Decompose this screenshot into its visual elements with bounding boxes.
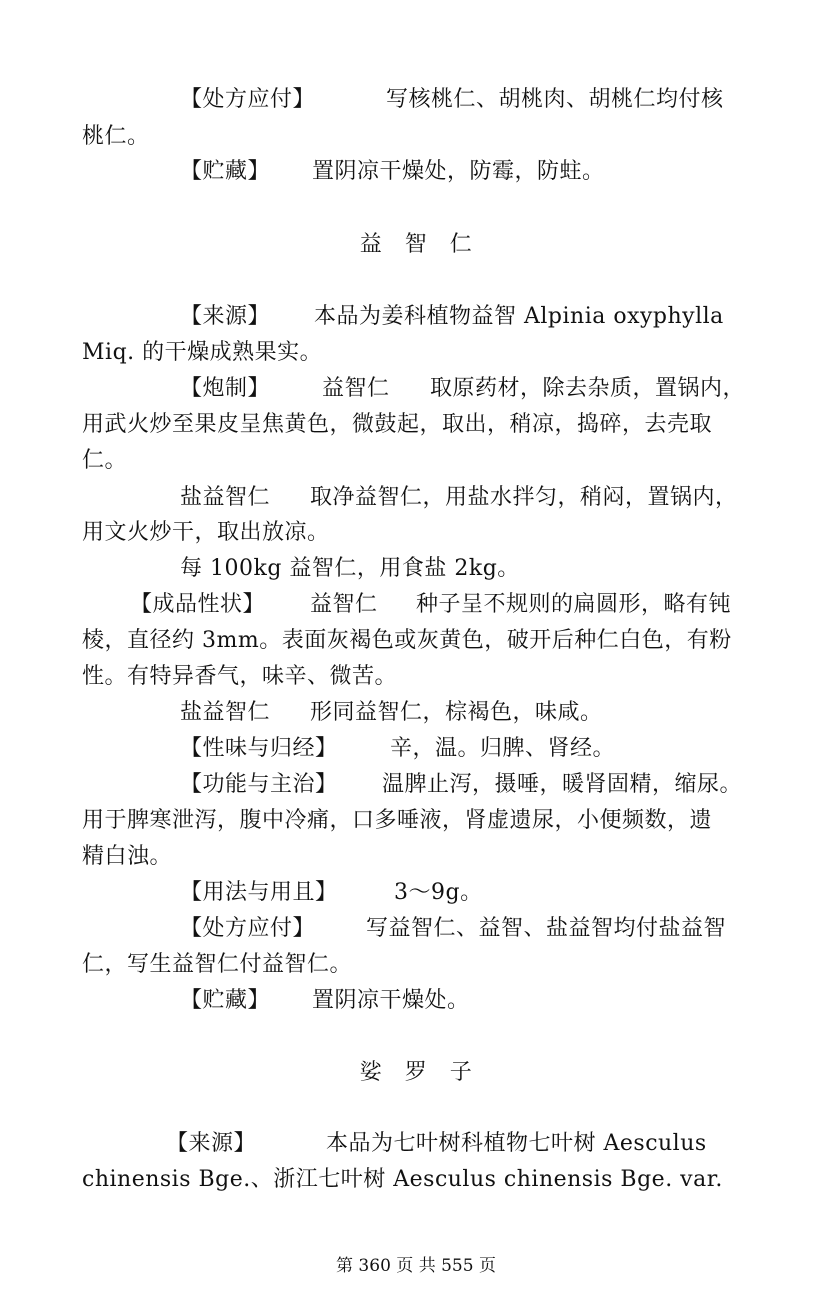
section-label: 【性味与归经】: [180, 736, 338, 761]
section-label: 【成品性状】: [130, 592, 266, 617]
section-text: 仁，写生益智仁付益智仁。: [82, 952, 353, 977]
section-text: 取原药材，除去杂质，置锅内，: [430, 376, 746, 401]
section-text: 置阴凉干燥处，防霉，防蛀。: [312, 159, 605, 184]
section-text: 置阴凉干燥处。: [312, 988, 470, 1013]
section-text: 每 100kg 益智仁，用食盐 2kg。: [180, 556, 520, 581]
section-label: 【处方应付】: [180, 87, 316, 112]
section-text: 用武火炒至果皮呈焦黄色，微鼓起，取出，稍凉，捣碎，去壳取: [82, 412, 713, 437]
section-text: 写益智仁、益智、盐益智均付盐益智: [366, 916, 727, 941]
section-text: 用文火炒干，取出放凉。: [82, 520, 330, 545]
section-label: 【炮制】: [180, 376, 271, 401]
page-footer: 第 360 页 共 555 页: [336, 1256, 496, 1276]
section-label: 【来源】: [180, 304, 271, 329]
section-text: 温脾止泻，摄唾，暖肾固精，缩尿。: [382, 772, 743, 797]
entry-heading: 娑 罗 子: [359, 1060, 473, 1085]
subsection-label: 益智仁: [322, 376, 390, 401]
section-text: 辛，温。归脾、肾经。: [390, 736, 616, 761]
section-label: 【贮藏】: [180, 159, 271, 184]
section-text: 写核桃仁、胡桃肉、胡桃仁均付核: [386, 87, 724, 112]
section-text: 桃仁。: [82, 124, 150, 149]
subsection-label: 盐益智仁: [180, 700, 271, 725]
subsection-label: 盐益智仁: [180, 485, 271, 510]
section-text: 本品为七叶树科植物七叶树 Aesculus: [326, 1131, 707, 1156]
section-label: 【功能与主治】: [180, 772, 338, 797]
section-text: 形同益智仁，棕褐色，味咸。: [310, 700, 603, 725]
section-text: 精白浊。: [82, 844, 173, 869]
section-label: 【贮藏】: [180, 988, 271, 1013]
subsection-label: 益智仁: [310, 592, 378, 617]
section-text: Miq. 的干燥成熟果实。: [82, 340, 323, 365]
section-text: chinensis Bge.、浙江七叶树 Aesculus chinensis Bge. var.: [82, 1167, 723, 1192]
section-text: 仁。: [82, 448, 128, 473]
section-label: 【处方应付】: [180, 916, 316, 941]
section-text: 本品为姜科植物益智 Alpinia oxyphylla: [314, 304, 724, 329]
section-label: 【来源】: [166, 1131, 257, 1156]
entry-heading: 益 智 仁: [359, 232, 473, 257]
section-text: 种子呈不规则的扁圆形，略有钝: [416, 592, 732, 617]
section-text: 用于脾寒泄泻，腹中冷痛，口多唾液，肾虚遗尿，小便频数，遗: [82, 808, 713, 833]
section-label: 【用法与用且】: [180, 880, 338, 905]
section-text: 取净益智仁，用盐水拌匀，稍闷，置锅内，: [310, 485, 738, 510]
section-text: 性。有特异香气，味辛、微苦。: [82, 664, 398, 689]
section-text: 棱，直径约 3mm。表面灰褐色或灰黄色，破开后种仁白色，有粉: [82, 628, 732, 653]
section-text: 3～9g。: [394, 880, 483, 905]
